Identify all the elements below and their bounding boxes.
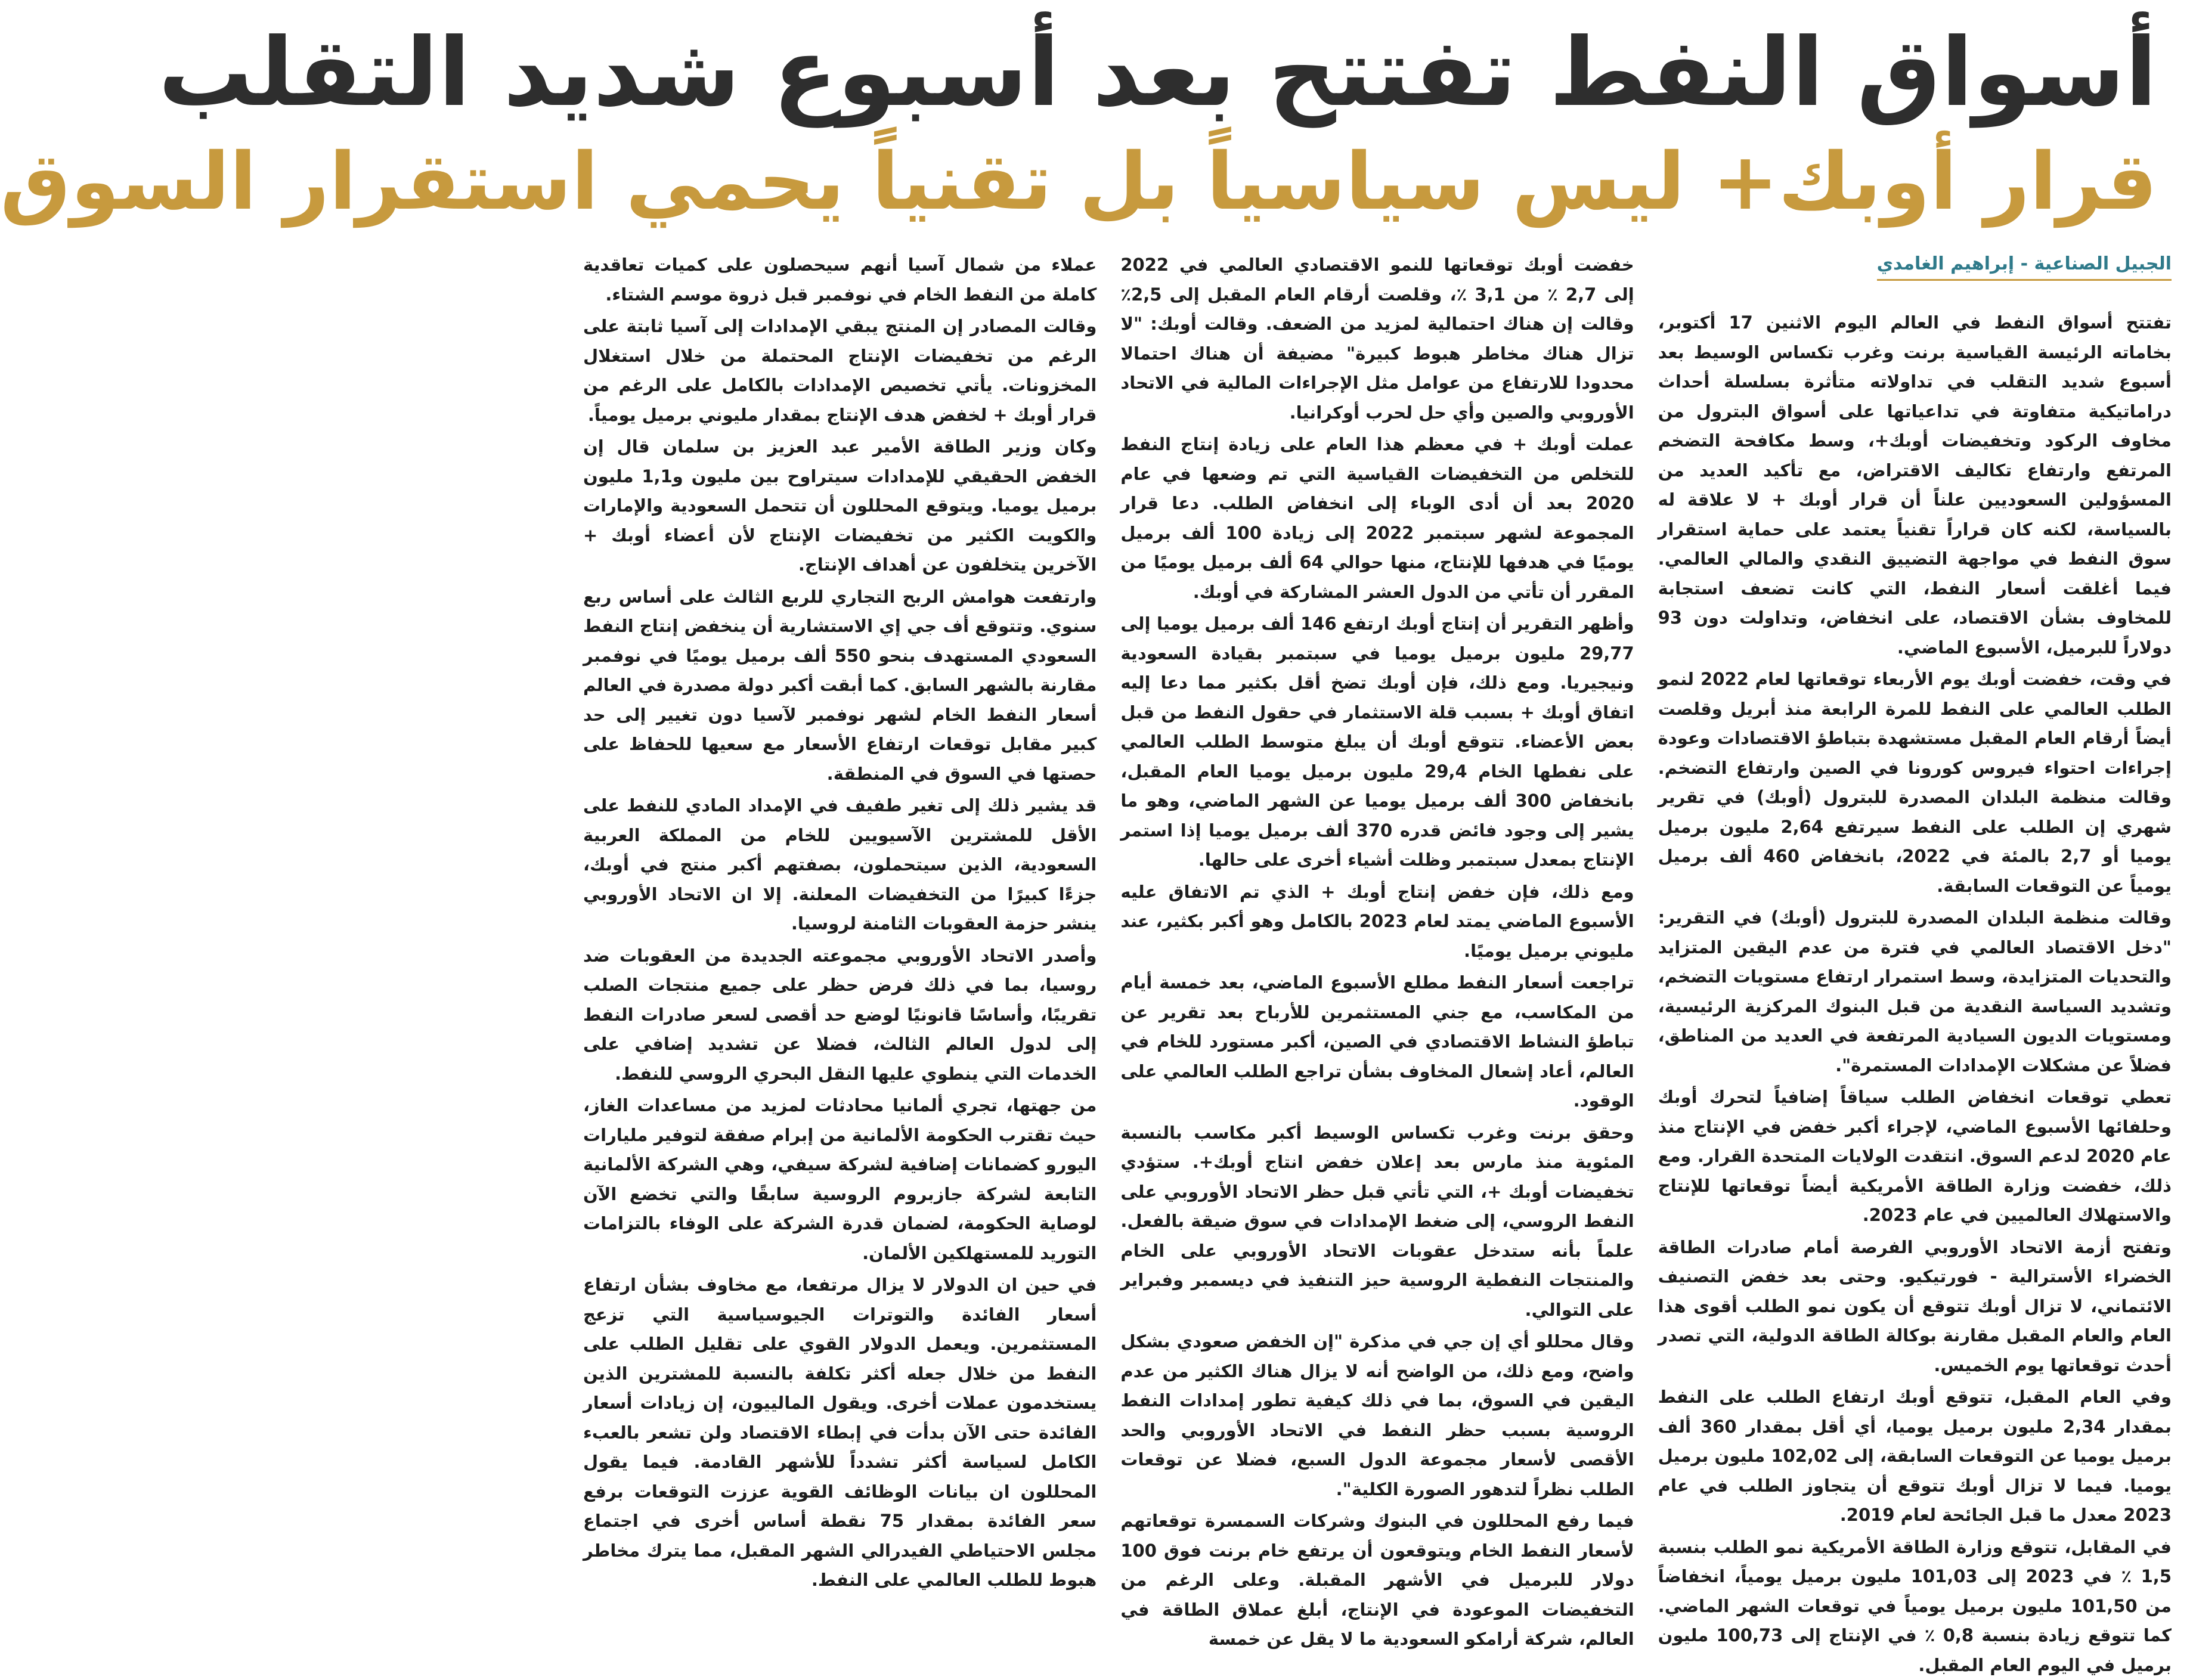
paragraph: وفي العام المقبل، تتوقع أوبك ارتفاع الطلب على النفط بمقدار 2,34 مليون برميل يوميا، أي أقل بمقدار 360 ألف برميل يوميا عن التوقعات السابقة، إلى 102,02 مليون برميل يوميا. فيما لا تزال أوبك تتوقع أن يتجاوز الطلب في عام 2023 معدل ما قبل الجائحة لعام 2019. [1658,1383,2172,1530]
byline-text: الجبيل الصناعية - إبراهيم الغامدي [1877,253,2172,281]
paragraph: فيما رفع المحللون في البنوك وشركات السمسرة توقعاتهم لأسعار النفط الخام ويتوقعون أن يرتفع خام برنت فوق 100 دولار للبرميل في الأشهر المقبلة. وعلى الرغم من التخفيضات الموعودة في الإنتاج، أبلغ عملاق الطاقة في العالم، شركة أرامكو السعودية ما لا يقل عن خمسة [1120,1507,1634,1654]
paragraph: في وقت، خفضت أوبك يوم الأربعاء توقعاتها لعام 2022 لنمو الطلب العالمي على النفط للمرة الرابعة منذ أبريل وقلصت أيضاً أرقام العام المقبل مستشهدة بتباطؤ الاقتصادات وعودة إجراءات احتواء فيروس كورونا في الصين وارتفاع التضخم. وقالت منظمة البلدان المصدرة للبترول (أوبك) في تقرير شهري إن الطلب على النفط سيرتفع 2,64 مليون برميل يوميا أو 2,7 بالمئة في 2022، بانخفاض 460 ألف برميل يومياً عن التوقعات السابقة. [1658,665,2172,901]
paragraph: خفضت أوبك توقعاتها للنمو الاقتصادي العالمي في 2022 إلى 2,7 ٪ من 3,1 ٪، وقلصت أرقام العام المقبل إلى 2,5٪ وقالت إن هناك احتمالية لمزيد من الضعف. وقالت أوبك: "لا تزال هناك مخاطر هبوط كبيرة" مضيفة أن هناك احتمالا محدودا للارتفاع من عوامل مثل الإجراءات المالية في الاتحاد الأوروبي والصين وأي حل لحرب أوكرانيا. [1120,250,1634,427]
paragraph: وأظهر التقرير أن إنتاج أوبك ارتفع 146 ألف برميل يوميا إلى 29,77 مليون برميل يوميا في سبتمبر بقيادة السعودية ونيجيريا. ومع ذلك، فإن أوبك تضخ أقل بكثير مما دعا إليه اتفاق أوبك + بسبب قلة الاستثمار في حقول النفط من قبل بعض الأعضاء. تتوقع أوبك أن يبلغ متوسط الطلب العالمي على نفطها الخام 29,4 مليون برميل يوميا العام المقبل، بانخفاض 300 ألف برميل يوميا عن الشهر الماضي، وهو ما يشير إلى وجود فائض قدره 370 ألف برميل يوميا إذا استمر الإنتاج بمعدل سبتمبر وظلت أشياء أخرى على حالها. [1120,609,1634,875]
article-body [583,250,2172,1450]
paragraph: وحقق برنت وغرب تكساس الوسيط أكبر مكاسب بالنسبة المئوية منذ مارس بعد إعلان خفض انتاج أوبك+. ستؤدي تخفيضات أوبك +، التي تأتي قبل حظر الاتحاد الأوروبي على النفط الروسي، إلى ضغط الإمدادات في سوق ضيقة بالفعل. علماً بأنه ستدخل عقوبات الاتحاد الأوروبي على الخام والمنتجات النفطية الروسية حيز التنفيذ في ديسمبر وفبراير على التوالي. [1120,1118,1634,1325]
article-subheadline: قرار أوبك+ ليس سياسياً بل تقنياً يحمي استقرار السوق [597,141,2157,224]
paragraph: وقالت منظمة البلدان المصدرة للبترول (أوبك) في التقرير: "دخل الاقتصاد العالمي في فترة من عدم اليقين المتزايد والتحديات المتزايدة، وسط استمرار ارتفاع مستويات التضخم، وتشديد السياسة النقدية من قبل البنوك المركزية الرئيسية، ومستويات الديون السيادية المرتفعة في العديد من المناطق، فضلاً عن مشكلات الإمدادات المستمرة". [1658,903,2172,1080]
column-1 [1658,250,2172,1450]
paragraph: وارتفعت هوامش الربح التجاري للربع الثالث على أساس ربع سنوي. وتتوقع أف جي إي الاستشارية أن ينخفض إنتاج النفط السعودي المستهدف بنحو 550 ألف برميل يوميًا في نوفمبر مقارنة بالشهر السابق. كما أبقت أكبر دولة مصدرة في العالم أسعار النفط الخام لشهر نوفمبر لآسيا دون تغيير إلى حد كبير مقابل توقعات ارتفاع الأسعار مع سعيها للحفاظ على حصتها في السوق في المنطقة. [583,582,1096,789]
paragraph: ومع ذلك، فإن خفض إنتاج أوبك + الذي تم الاتفاق عليه الأسبوع الماضي يمتد لعام 2023 بالكامل وهو أكبر بكثير، عند مليوني برميل يوميًا. [1120,878,1634,966]
paragraph: في حين ان الدولار لا يزال مرتفعا، مع مخاوف بشأن ارتفاع أسعار الفائدة والتوترات الجيوسياسية التي تزعج المستثمرين. ويعمل الدولار القوي على تقليل الطلب على النفط من خلال جعله أكثر تكلفة بالنسبة للمشترين الذين يستخدمون عملات أخرى. ويقول المالييون، إن زيادات أسعار الفائدة حتى الآن بدأت في إبطاء الاقتصاد ولن تشعر بالعبء الكامل لسياسة أكثر تشدداً للأشهر القادمة. فيما يقول المحللون ان بيانات الوظائف القوية عززت التوقعات برفع سعر الفائدة بمقدار 75 نقطة أساس أخرى في اجتماع مجلس الاحتياطي الفيدرالي الشهر المقبل، مما يترك مخاطر هبوط للطلب العالمي على النفط. [583,1270,1096,1595]
paragraph: وأصدر الاتحاد الأوروبي مجموعته الجديدة من العقوبات ضد روسيا، بما في ذلك فرض حظر على جميع منتجات الصلب تقريبًا، وأساسًا قانونيًا لوضع حد أقصى لسعر صادرات النفط إلى لدول العالم الثالث، فضلا عن تشديد إضافي على الخدمات التي ينطوي عليها النقل البحري الروسي للنفط. [583,941,1096,1089]
paragraph: قد يشير ذلك إلى تغير طفيف في الإمداد المادي للنفط على الأقل للمشترين الآسيويين للخام من المملكة العربية السعودية، الذين سيتحملون، بصفتهم أكبر منتج في أوبك، جزءًا كبيرًا من التخفيضات المعلنة. إلا ان الاتحاد الأوروبي ينشر حزمة العقوبات الثامنة لروسيا. [583,791,1096,939]
paragraph: عملاء من شمال آسيا أنهم سيحصلون على كميات تعاقدية كاملة من النفط الخام في نوفمبر قبل ذروة موسم الشتاء. [583,250,1096,309]
paragraph: تراجعت أسعار النفط مطلع الأسبوع الماضي، بعد خمسة أيام من المكاسب، مع جني المستثمرين للأرباح بعد تقرير عن تباطؤ النشاط الاقتصادي في الصين، أكبر مستورد للخام في العالم، أعاد إشعال المخاوف بشأن تراجع الطلب العالمي على الوقود. [1120,968,1634,1116]
paragraph: تعطي توقعات انخفاض الطلب سياقاً إضافياً لتحرك أوبك وحلفائها الأسبوع الماضي، لإجراء أكبر خفض في الإنتاج منذ عام 2020 لدعم السوق. انتقدت الولايات المتحدة القرار. ومع ذلك، خفضت وزارة الطاقة الأمريكية أيضاً توقعاتها للإنتاج والاستهلاك العالميين في عام 2023. [1658,1083,2172,1230]
paragraph: في المقابل، تتوقع وزارة الطاقة الأمريكية نمو الطلب بنسبة 1,5 ٪ في 2023 إلى 101,03 مليون برميل يومياً، انخفاضاً من 101,50 مليون برميل يومياً في توقعات الشهر الماضي. كما تتوقع زيادة بنسبة 0,8 ٪ في الإنتاج إلى 100,73 مليون برميل في اليوم العام المقبل. [1658,1533,2172,1680]
byline [1658,253,2172,281]
column-3 [583,250,1096,1450]
paragraph: وقال محللو أي إن جي في مذكرة "إن الخفض صعودي بشكل واضح، ومع ذلك، من الواضح أنه لا يزال هناك الكثير من عدم اليقين في السوق، بما في ذلك كيفية تطور إمدادات النفط الروسية بسبب حظر النفط في الاتحاد الأوروبي والحد الأقصى لأسعار مجموعة الدول السبع، فضلا عن توقعات الطلب نظراً لتدهور الصورة الكلية". [1120,1327,1634,1504]
paragraph: وتفتح أزمة الاتحاد الأوروبي الفرصة أمام صادرات الطاقة الخضراء الأسترالية - فورتيكيو. وحتى بعد خفض التصنيف الائتماني، لا تزال أوبك تتوقع أن يكون نمو الطلب أقوى هذا العام والعام المقبل مقارنة بوكالة الطاقة الدولية، التي تصدر أحدث توقعاتها يوم الخميس. [1658,1233,2172,1381]
paragraph: من جهتها، تجري ألمانيا محادثات لمزيد من مساعدات الغاز، حيث تقترب الحكومة الألمانية من إبرام صفقة لتوفير مليارات اليورو كضمانات إضافية لشركة سيفي، وهي الشركة الألمانية التابعة لشركة جازبروم الروسية سابقًا والتي تخضع الآن لوصاية الحكومة، لضمان قدرة الشركة على الوفاء بالتزامات التوريد للمستهلكين الألمان. [583,1091,1096,1268]
paragraph: تفتتح أسواق النفط في العالم اليوم الاثنين 17 أكتوبر، بخاماته الرئيسة القياسية برنت وغرب تكساس الوسيط بعد أسبوع شديد التقلب في تداولاته متأثرة بسلسلة أحداث دراماتيكية متفاوتة في تداعياتها على أسواق البترول من مخاوف الركود وتخفيضات أوبك+، وسط مكافحة التضخم المرتفع وارتفاع تكاليف الاقتراض، مع تأكيد العديد من المسؤولين السعوديين علناً أن قرار أوبك + لا علاقة له بالسياسة، لكنه كان قراراً تقنياً يعتمد على حماية استقرار سوق النفط في مواجهة التضييق النقدي والمالي العالمي. فيما أغلقت أسعار النفط، التي كانت تضعف استجابة للمخاوف بشأن الاقتصاد، على انخفاض، وتداولت دون 93 دولاراً للبرميل، الأسبوع الماضي. [1658,308,2172,662]
paragraph: عملت أوبك + في معظم هذا العام على زيادة إنتاج النفط للتخلص من التخفيضات القياسية التي تم وضعها في عام 2020 بعد أن أدى الوباء إلى انخفاض الطلب. دعا قرار المجموعة لشهر سبتمبر 2022 إلى زيادة 100 ألف برميل يوميًا في هدفها للإنتاج، منها حوالي 64 ألف برميل يوميًا من المقرر أن تأتي من الدول العشر المشاركة في أوبك. [1120,430,1634,607]
paragraph: وقالت المصادر إن المنتج يبقي الإمدادات إلى آسيا ثابتة على الرغم من تخفيضات الإنتاج المحتملة من خلال استغلال المخزونات. يأتي تخصيص الإمدادات بالكامل على الرغم من قرار أوبك + لخفض هدف الإنتاج بمقدار مليوني برميل يومياً. [583,312,1096,430]
column-2 [1120,250,1634,1450]
paragraph: وكان وزير الطاقة الأمير عبد العزيز بن سلمان قال إن الخفض الحقيقي للإمدادات سيتراوح بين مليون و1,1 مليون برميل يوميا. ويتوقع المحللون أن تتحمل السعودية والإمارات والكويت الكثير من تخفيضات الإنتاج لأن أعضاء أوبك + الآخرين يتخلفون عن أهداف الإنتاج. [583,432,1096,580]
article-headline: أسواق النفط تفتتح بعد أسبوع شديد التقلب [597,24,2157,123]
